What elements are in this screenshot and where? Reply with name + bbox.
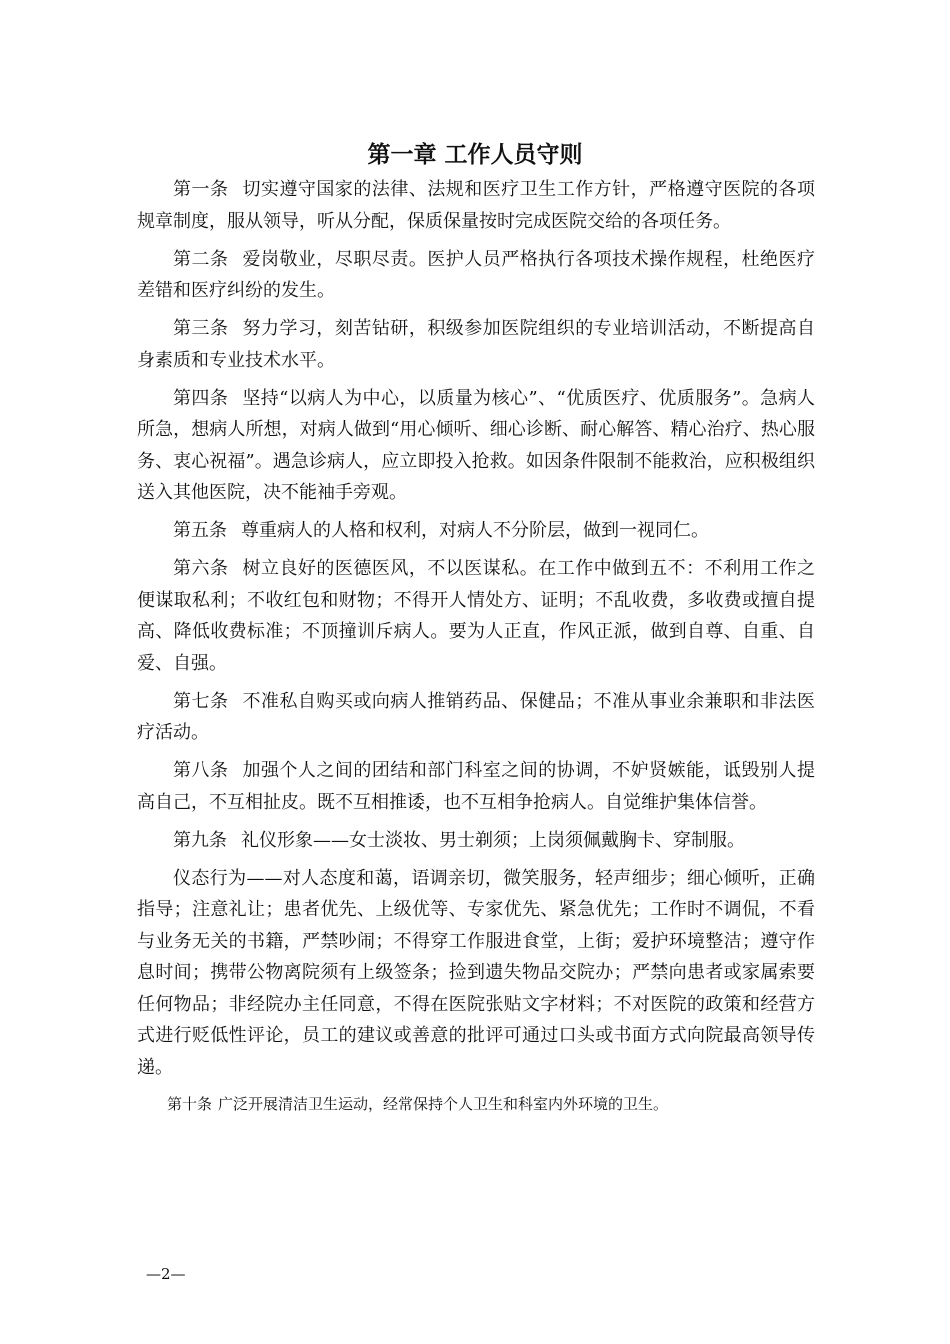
article-3 <box>137 313 815 376</box>
article-number: 第四条 <box>173 387 229 409</box>
article-1 <box>137 174 815 237</box>
article-4 <box>137 383 815 509</box>
article-5 <box>137 515 815 547</box>
article-text: 不准私自购买或向病人推销药品、保健品；不准从事业余兼职和非法医疗活动。 <box>137 690 816 743</box>
article-number: 第三条 <box>173 318 229 339</box>
article-2 <box>137 244 815 307</box>
article-text: 坚持“以病人为中心，以质量为核心”、“优质医疗、优质服务”。急病人所急，想病人所想，对病人做到“用心倾听、细心诊断、耐心解答、精心治疗、热心服务、衷心祝福”。遇急诊病人，应立即投入抢救。如因条件限制不能救治，应积极组织送入其他医院，决不能袖手旁观。 <box>137 387 816 503</box>
article-number: 第二条 <box>173 248 229 270</box>
article-number: 第六条 <box>173 558 229 579</box>
page-title: 第一章 工作人员守则 <box>367 142 583 168</box>
article-text: 尊重病人的人格和权利，对病人不分阶层，做到一视同仁。 <box>241 520 709 541</box>
article-number: 第八条 <box>173 760 229 781</box>
article-text: 仪态行为——对人态度和蔼，语调亲切，微笑服务，轻声细步；细心倾听，正确指导；注意礼让；患者优先、上级优等、专家优先、紧急优先；工作时不调侃，不看与业务无关的书籍，严禁吵闹；不得穿工作服进食堂，上街；爱护环境整洁；遵守作息时间；携带公物离院须有上级签条；捡到遗失物品交院办；严禁向患者或家属索要任何物品；非经院办主任同意，不得在医院张贴文字材料；不对医院的政策和经营方式进行贬低性评论，员工的建议或善意的批评可通过口头或书面方式向院最高领导传递。 <box>137 867 815 1078</box>
article-text: 礼仪形象——女士淡妆、男士剃须；上岗须佩戴胸卡、穿制服。 <box>241 829 745 851</box>
document-body <box>137 174 815 1118</box>
article-text: 广泛开展清洁卫生运动，经常保持个人卫生和科室内外环境的卫生。 <box>218 1094 669 1113</box>
article-text: 加强个人之间的团结和部门科室之间的协调，不妒贤嫉能，诋毁别人提高自己，不互相扯皮。既不互相推诿，也不互相争抢病人。自觉维护集体信誉。 <box>137 760 816 813</box>
article-number: 第十条 <box>167 1094 213 1113</box>
article-10 <box>137 1090 815 1118</box>
article-7 <box>137 686 815 749</box>
article-6 <box>137 553 815 679</box>
article-number: 第五条 <box>173 520 227 541</box>
article-number: 第九条 <box>173 829 227 851</box>
article-8 <box>137 755 815 818</box>
article-number: 第一条 <box>173 179 229 200</box>
article-text: 切实遵守国家的法律、法规和医疗卫生工作方针，严格遵守医院的各项规章制度，服从领导，听从分配，保质保量按时完成医院交给的各项任务。 <box>137 179 816 232</box>
article-9 <box>137 825 815 857</box>
article-text: 爱岗敬业，尽职尽责。医护人员严格执行各项技术操作规程，杜绝医疗差错和医疗纠纷的发生。 <box>137 248 816 301</box>
article-number: 第七条 <box>173 690 229 712</box>
article-text: 努力学习，刻苦钻研，积级参加医院组织的专业培训活动，不断提高自身素质和专业技术水平。 <box>137 318 816 371</box>
article-text: 树立良好的医德医风，不以医谋私。在工作中做到五不：不利用工作之便谋取私利；不收红包和财物；不得开人情处方、证明；不乱收费，多收费或擅自提高、降低收费标准；不顶撞训斥病人。要为人正直，作风正派，做到自尊、自重、自爱、自强。 <box>137 558 816 674</box>
article-9-continued <box>137 863 815 1084</box>
page-number: —2— <box>146 1265 186 1283</box>
